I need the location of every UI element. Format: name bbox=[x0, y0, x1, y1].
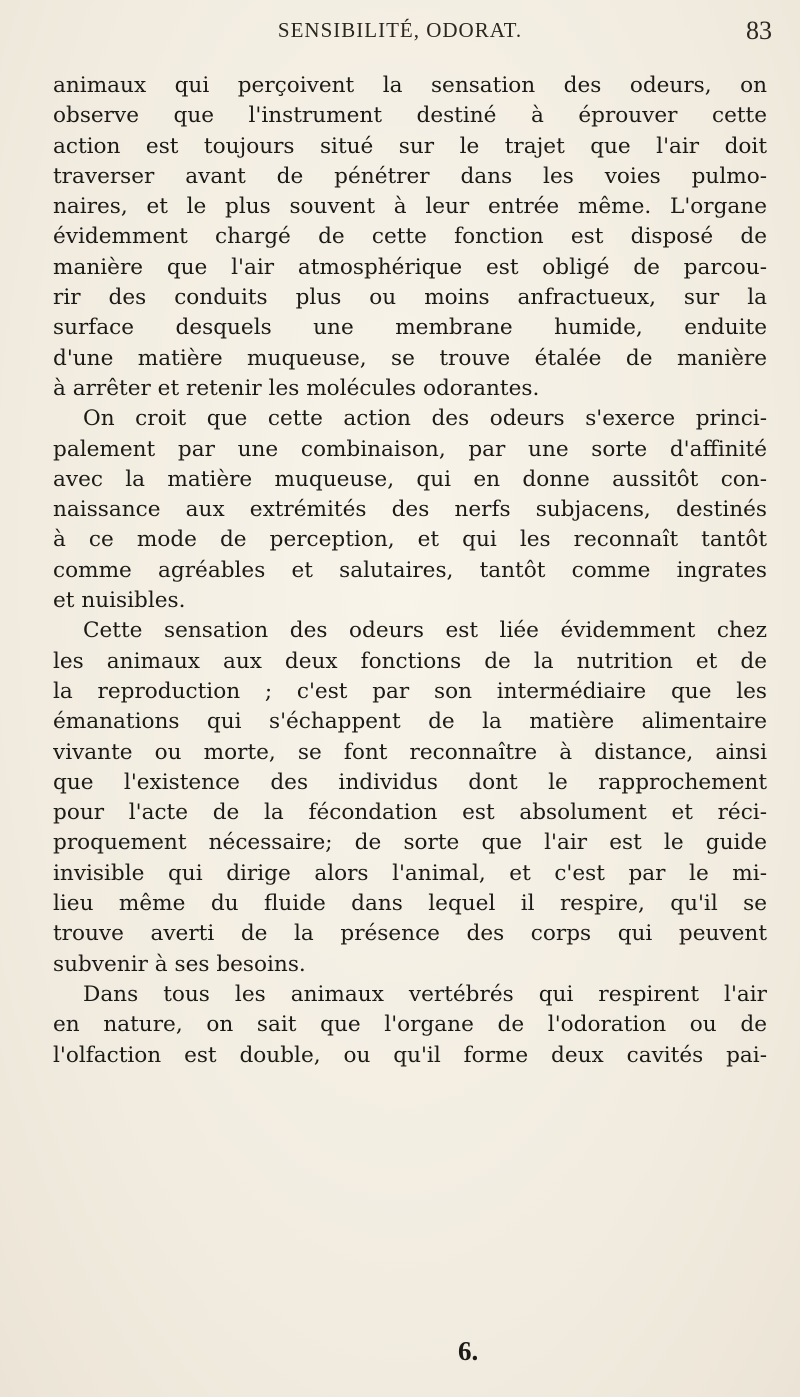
running-title: SENSIBILITÉ, ODORAT. bbox=[277, 18, 523, 42]
text-line: lieu même du fluide dans lequel il respire, qu'il se bbox=[53, 891, 767, 917]
text-line: les animaux aux deux fonctions de la nutrition et de bbox=[53, 648, 767, 674]
text-line: et nuisibles. bbox=[53, 588, 186, 614]
text-line: vivante ou morte, se font reconnaître à distance, ainsi bbox=[53, 739, 767, 765]
text-line: la reproduction ; c'est par son intermédiaire que les bbox=[53, 678, 767, 704]
body-text bbox=[53, 71, 767, 1071]
text-line: subvenir à ses besoins. bbox=[53, 951, 306, 977]
text-line: proquement nécessaire; de sorte que l'air est le guide bbox=[53, 830, 767, 856]
text-line: On croit que cette action des odeurs s'exerce princi- bbox=[83, 406, 767, 432]
text-line: d'une matière muqueuse, se trouve étalée de manière bbox=[53, 345, 767, 371]
text-line: animaux qui perçoivent la sensation des odeurs, on bbox=[53, 73, 767, 98]
text-line: naires, et le plus souvent à leur entrée même. L'organe bbox=[53, 194, 767, 220]
text-line: palement par une combinaison, par une sorte d'affinité bbox=[53, 436, 767, 462]
text-line: évidemment chargé de cette fonction est disposé de bbox=[53, 224, 767, 250]
text-line: comme agréables et salutaires, tantôt comme ingrates bbox=[53, 557, 767, 583]
text-line: Dans tous les animaux vertébrés qui respirent l'air bbox=[83, 981, 767, 1007]
text-line: à ce mode de perception, et qui les reconnaît tantôt bbox=[53, 527, 767, 553]
text-line: émanations qui s'échappent de la matière alimentaire bbox=[53, 709, 767, 735]
text-line: manière que l'air atmosphérique est obligé de parcou- bbox=[53, 254, 767, 280]
text-line: en nature, on sait que l'organe de l'odoration ou de bbox=[53, 1012, 767, 1038]
text-line: l'olfaction est double, ou qu'il forme deux cavités pai- bbox=[53, 1042, 767, 1068]
text-line: pour l'acte de la fécondation est absolument et réci- bbox=[53, 800, 767, 826]
text-line: naissance aux extrémités des nerfs subjacens, destinés bbox=[53, 497, 767, 523]
text-line: rir des conduits plus ou moins anfractueux, sur la bbox=[53, 285, 767, 311]
page-number: 83 bbox=[746, 16, 772, 45]
text-line: trouve averti de la présence des corps qui peuvent bbox=[53, 921, 767, 947]
text-line: avec la matière muqueuse, qui en donne aussitôt con- bbox=[53, 466, 767, 492]
text-line: à arrêter et retenir les molécules odorantes. bbox=[53, 375, 540, 401]
text-line: Cette sensation des odeurs est liée évidemment chez bbox=[83, 618, 767, 644]
running-head bbox=[0, 10, 800, 50]
text-line: action est toujours situé sur le trajet que l'air doit bbox=[53, 133, 767, 159]
text-line: invisible qui dirige alors l'animal, et c'est par le mi- bbox=[53, 860, 767, 886]
text-line: surface desquels une membrane humide, enduite bbox=[53, 315, 767, 341]
text-line: observe que l'instrument destiné à éprouver cette bbox=[53, 103, 767, 129]
signature-mark: 6. bbox=[458, 1336, 479, 1366]
text-line: traverser avant de pénétrer dans les voies pulmo- bbox=[53, 163, 767, 189]
text-line: que l'existence des individus dont le rapprochement bbox=[53, 769, 767, 795]
